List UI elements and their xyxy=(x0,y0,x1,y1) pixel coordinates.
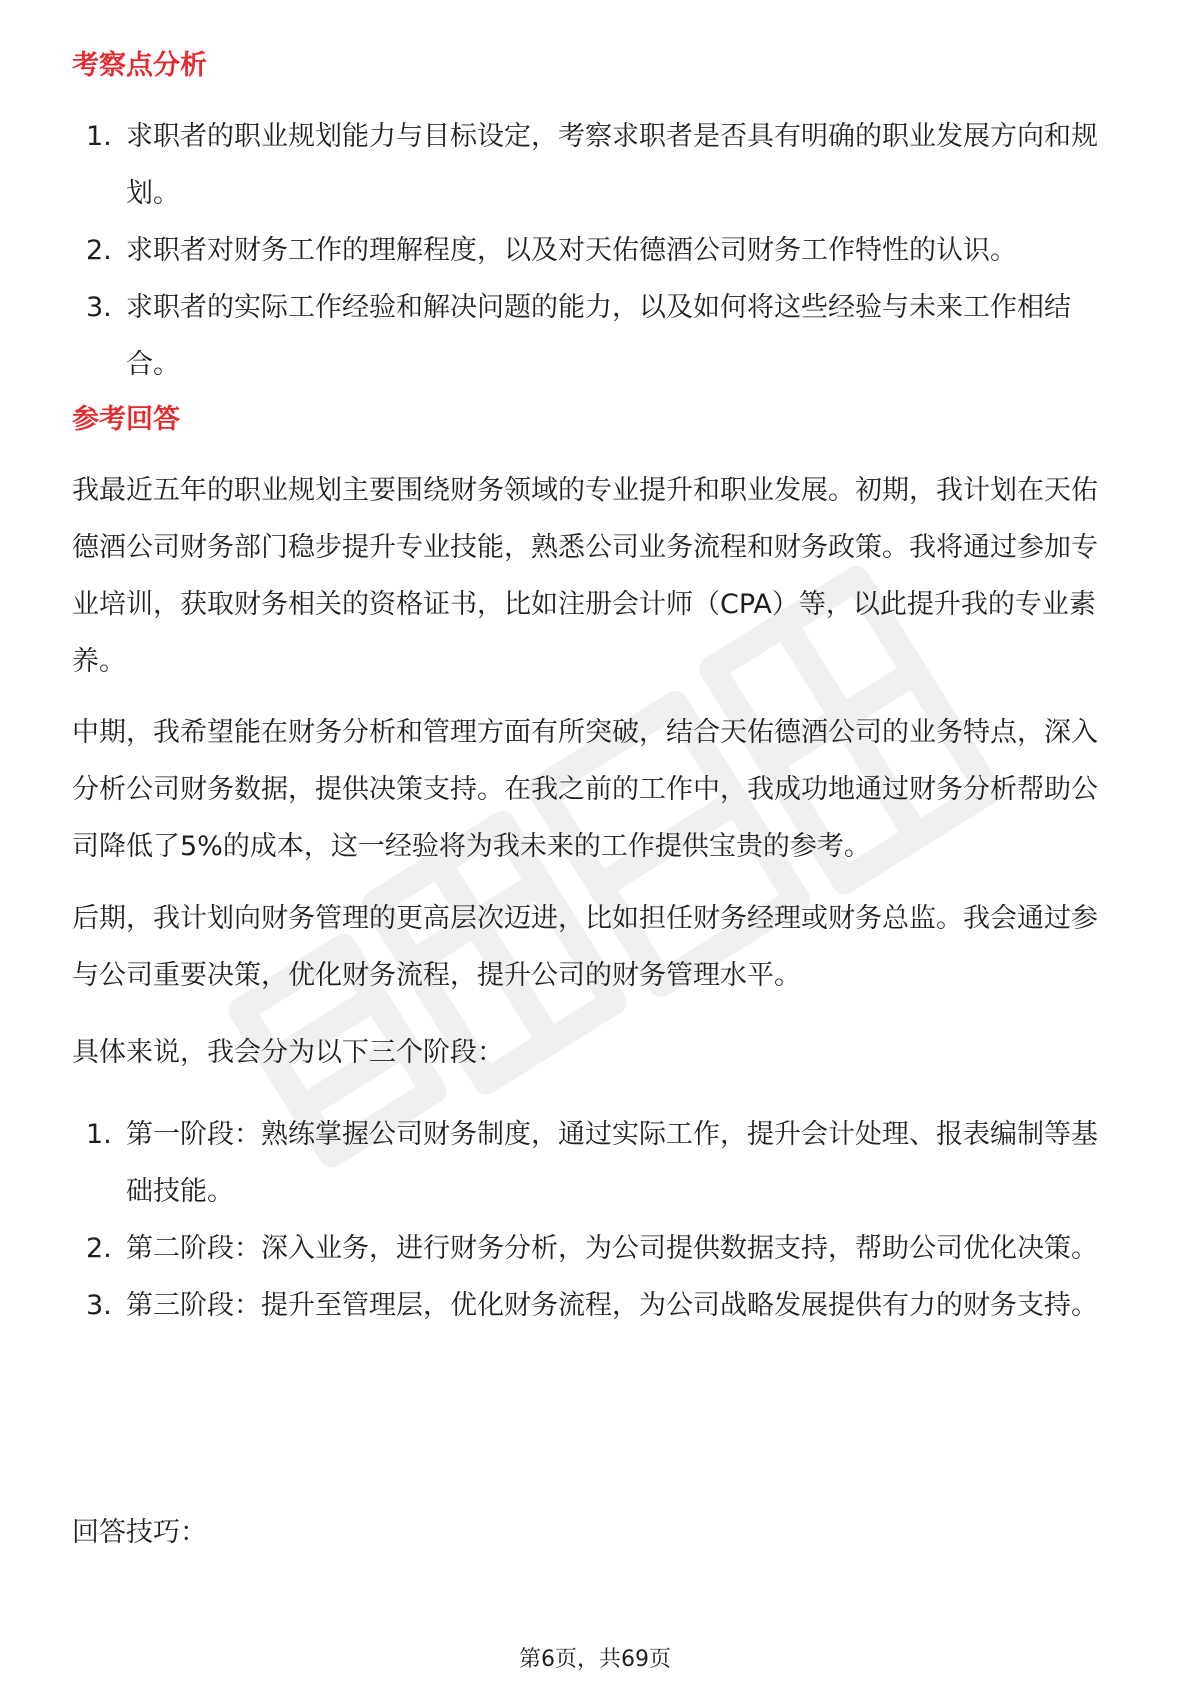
list-item xyxy=(72,279,1116,393)
section-heading-analysis: 考察点分析 xyxy=(72,50,207,81)
list-number: 2. xyxy=(86,1233,112,1264)
list-item-text: 求职者的职业规划能力与目标设定，考察求职者是否具有明确的职业发展方向和规划。 xyxy=(126,121,1098,209)
answer-paragraph: 中期，我希望能在财务分析和管理方面有所突破，结合天佑德酒公司的业务特点，深入分析公司财务数据，提供决策支持。在我之前的工作中，我成功地通过财务分析帮助公司降低了5%的成本，这一经验将为我未来的工作提供宝贵的参考。 xyxy=(72,717,1098,862)
list-item-text: 第三阶段：提升至管理层，优化财务流程，为公司战略发展提供有力的财务支持。 xyxy=(126,1290,1098,1321)
list-item-text: 求职者的实际工作经验和解决问题的能力，以及如何将这些经验与未来工作相结合。 xyxy=(126,292,1071,380)
list-item xyxy=(72,222,1116,279)
list-number: 3. xyxy=(86,292,112,323)
list-item xyxy=(72,1277,1116,1334)
answer-paragraph: 后期，我计划向财务管理的更高层次迈进，比如担任财务经理或财务总监。我会通过参与公司重要决策，优化财务流程，提升公司的财务管理水平。 xyxy=(72,903,1098,991)
analysis-list xyxy=(72,108,1118,393)
page-footer: 第6页，共69页 xyxy=(519,1647,671,1672)
list-item-text: 第一阶段：熟练掌握公司财务制度，通过实际工作，提升会计处理、报表编制等基础技能。 xyxy=(126,1119,1098,1207)
list-item xyxy=(72,1220,1116,1277)
list-item xyxy=(72,108,1116,222)
tips-label: 回答技巧： xyxy=(72,1517,207,1548)
list-number: 1. xyxy=(86,1119,112,1150)
list-item-text: 求职者对财务工作的理解程度，以及对天佑德酒公司财务工作特性的认识。 xyxy=(126,235,1017,266)
list-item xyxy=(72,1106,1116,1220)
stages-list xyxy=(72,1106,1118,1334)
list-number: 1. xyxy=(86,121,112,152)
answer-paragraph: 具体来说，我会分为以下三个阶段： xyxy=(72,1037,504,1068)
list-item-text: 第二阶段：深入业务，进行财务分析，为公司提供数据支持，帮助公司优化决策。 xyxy=(126,1233,1098,1264)
list-number: 3. xyxy=(86,1290,112,1321)
list-number: 2. xyxy=(86,235,112,266)
answer-paragraph: 我最近五年的职业规划主要围绕财务领域的专业提升和职业发展。初期，我计划在天佑德酒公司财务部门稳步提升专业技能，熟悉公司业务流程和财务政策。我将通过参加专业培训，获取财务相关的资格证书，比如注册会计师（CPA）等，以此提升我的专业素养。 xyxy=(72,475,1098,677)
section-heading-answer: 参考回答 xyxy=(72,404,180,435)
